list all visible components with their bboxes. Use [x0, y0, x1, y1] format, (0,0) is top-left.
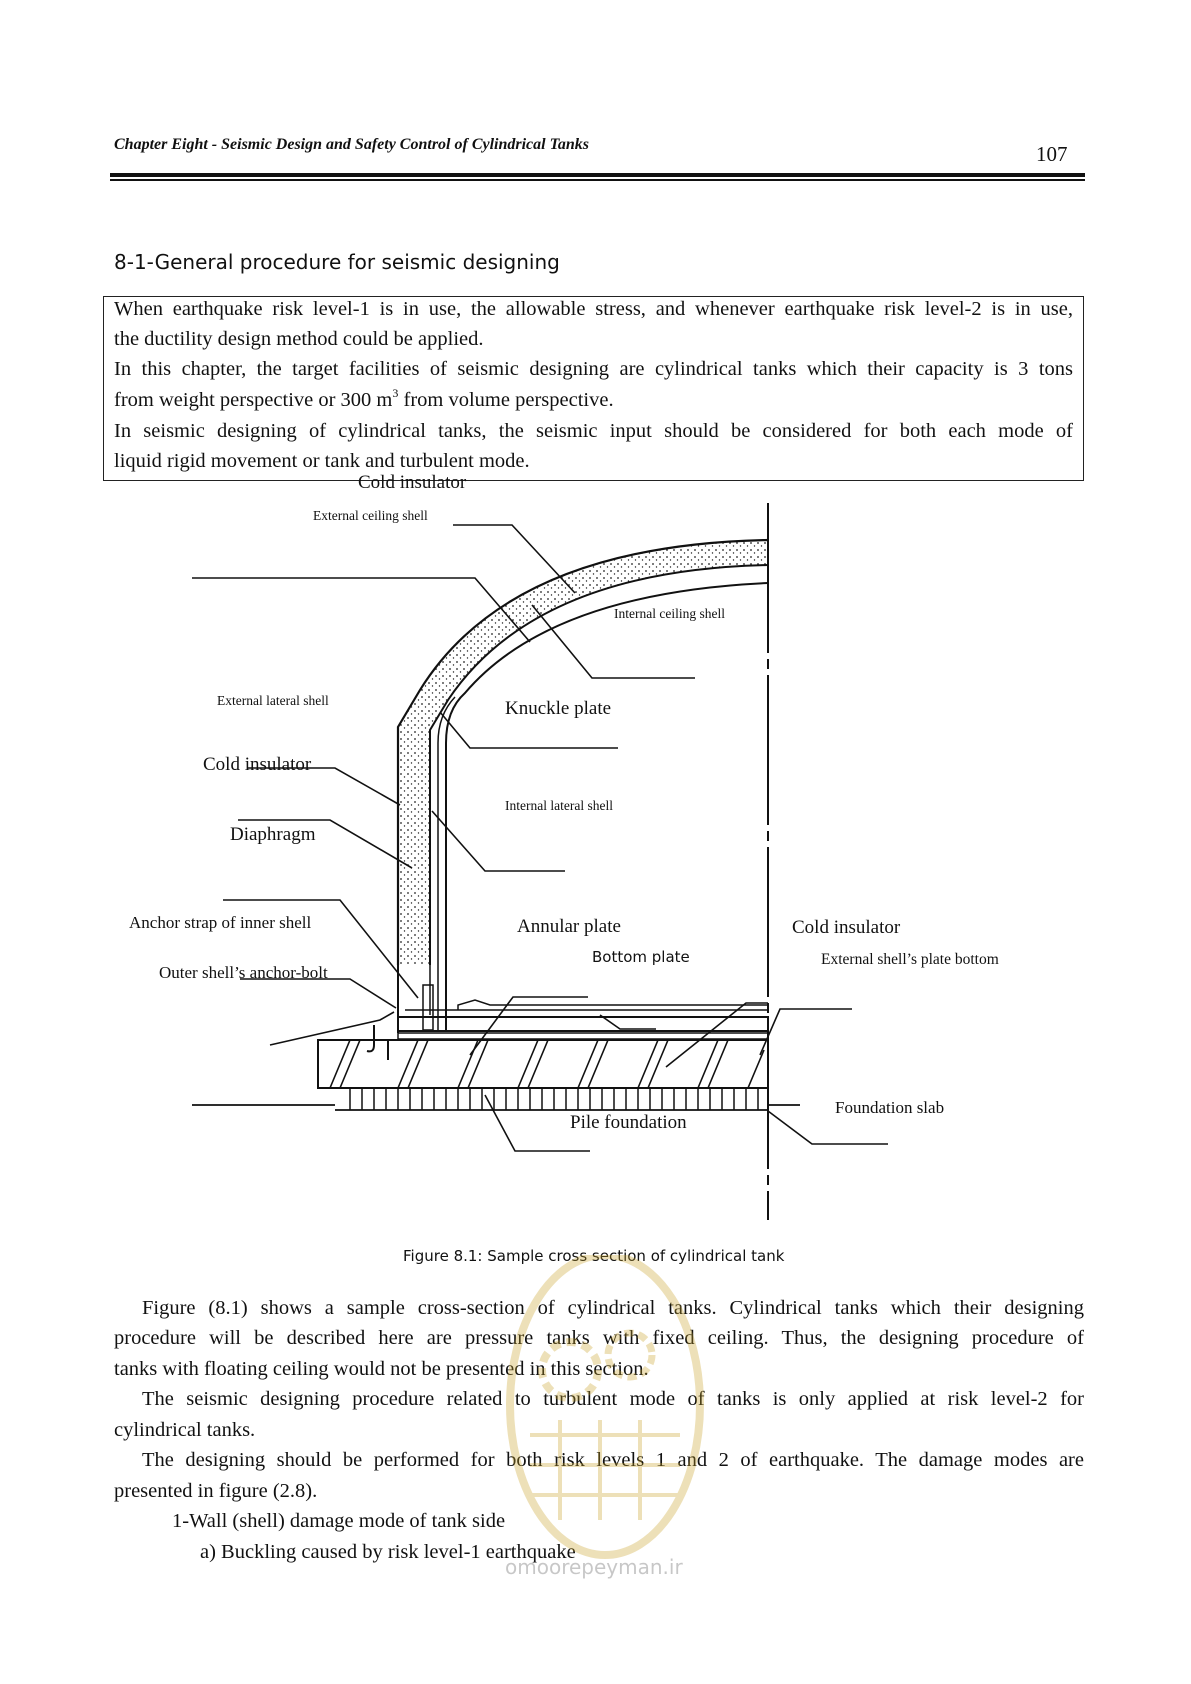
page-number: 107 — [1036, 142, 1068, 166]
label-pile-foundation: Pile foundation — [570, 1112, 687, 1133]
body-line: The designing should be performed for both risk levels 1 and 2 of earthquake. The damage modes are — [142, 1449, 1084, 1471]
watermark-site: omoorepeyman.ir — [505, 1555, 683, 1579]
summary-line: liquid rigid movement or tank and turbulent mode. — [114, 450, 530, 472]
summary-text: from weight perspective or 300 m — [114, 389, 393, 411]
label-cold-insulator-right: Cold insulator — [792, 917, 901, 938]
label-bottom-plate: Bottom plate — [592, 948, 690, 966]
summary-line: In seismic designing of cylindrical tanks, the seismic input should be considered for both each mode of — [114, 420, 1073, 442]
watermark-seal — [490, 1255, 720, 1585]
label-foundation-slab: Foundation slab — [835, 1098, 945, 1117]
label-internal-lateral-shell: Internal lateral shell — [505, 798, 613, 813]
summary-line: In this chapter, the target facilities of seismic designing are cylindrical tanks which their capacity is 3 tons — [114, 358, 1073, 380]
summary-text: from volume perspective. — [398, 389, 614, 411]
header-rule-thin — [110, 179, 1085, 181]
label-outer-anchor-bolt: Outer shell’s anchor-bolt — [159, 963, 328, 982]
body-line: The seismic designing procedure related to turbulent mode of tanks is only applied at risk level-2 for — [142, 1388, 1084, 1410]
body-line: procedure will be described here are pressure tanks with fixed ceiling. Thus, the designing procedure of — [114, 1327, 1084, 1349]
body-line: tanks with floating ceiling would not be presented in this section. — [114, 1358, 649, 1380]
body-line: presented in figure (2.8). — [114, 1480, 318, 1502]
label-cold-insulator-top: Cold insulator — [358, 472, 467, 493]
label-diaphragm: Diaphragm — [230, 824, 316, 845]
label-anchor-strap: Anchor strap of inner shell — [129, 913, 312, 932]
label-annular-plate: Annular plate — [517, 916, 621, 937]
label-internal-ceiling-shell: Internal ceiling shell — [614, 606, 725, 621]
label-knuckle-plate: Knuckle plate — [505, 698, 612, 719]
body-line: Figure (8.1) shows a sample cross-section of cylindrical tanks. Cylindrical tanks which their designing — [142, 1297, 1084, 1319]
figure-caption: Figure 8.1: Sample cross section of cylindrical tank — [403, 1247, 785, 1265]
body-line: cylindrical tanks. — [114, 1419, 256, 1441]
list-item: 1-Wall (shell) damage mode of tank side — [172, 1510, 506, 1532]
tank-cross-section-figure — [129, 472, 1030, 1220]
summary-line: When earthquake risk level-1 is in use, the allowable stress, and whenever earthquake risk level-2 is in use, — [114, 298, 1073, 320]
label-external-plate-bottom: External shell’s plate bottom — [821, 951, 999, 968]
watermark-logo — [490, 1255, 720, 1585]
list-item: a) Buckling caused by risk level-1 earthquake — [200, 1541, 576, 1563]
summary-line — [114, 388, 1073, 412]
summary-line: the ductility design method could be applied. — [114, 328, 484, 350]
header-rule-thick — [110, 173, 1085, 177]
label-cold-insulator-left: Cold insulator — [203, 754, 312, 775]
section-heading: 8-1-General procedure for seismic designing — [114, 250, 560, 274]
label-external-lateral-shell: External lateral shell — [217, 693, 329, 708]
running-title: Chapter Eight - Seismic Design and Safety Control of Cylindrical Tanks — [114, 136, 590, 153]
label-external-ceiling-shell: External ceiling shell — [313, 508, 428, 523]
summary-box — [103, 296, 1084, 481]
superscript: 3 — [392, 386, 399, 400]
